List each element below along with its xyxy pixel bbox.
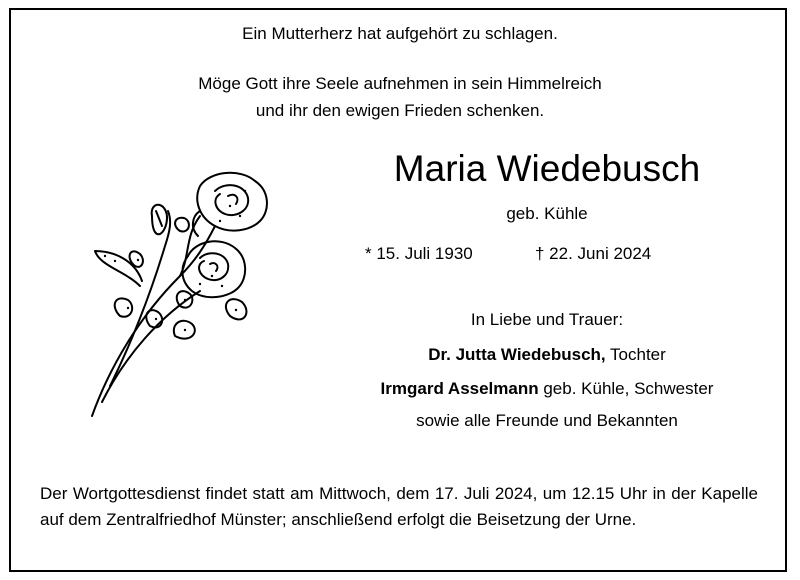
maiden-name: geb. Kühle: [506, 204, 588, 223]
mourner-daughter: [300, 345, 794, 365]
mourner-daughter-name: Dr. Jutta Wiedebusch,: [428, 345, 606, 364]
mourner-sister: [300, 379, 794, 399]
birth-date: * 15. Juli 1930: [365, 244, 473, 263]
mourners-intro: In Liebe und Trauer:: [470, 310, 624, 329]
service-info: Der Wortgottesdienst findet statt am Mittwoch, dem 17. Juli 2024, um 12.15 Uhr in der Kapelle auf dem Zentralfriedhof Münster; anschließend erfolgt die Beisetzung der Urne.: [40, 484, 758, 529]
deceased-name: Maria Wiedebusch: [393, 148, 701, 189]
death-date: † 22. Juni 2024: [535, 244, 652, 263]
header-line-1: Ein Mutterherz hat aufgehört zu schlagen.: [242, 24, 558, 43]
header-line-3: und ihr den ewigen Frieden schenken.: [255, 101, 545, 120]
mourner-sister-name: Irmgard Asselmann: [380, 379, 539, 398]
rose-icon: [80, 166, 280, 420]
mourner-sister-role: geb. Kühle, Schwester: [538, 379, 714, 398]
mourners-others: sowie alle Freunde und Bekannten: [416, 411, 678, 430]
header-line-2: Möge Gott ihre Seele aufnehmen in sein Himmelreich: [198, 74, 602, 93]
mourner-daughter-role: Tochter: [605, 345, 666, 364]
